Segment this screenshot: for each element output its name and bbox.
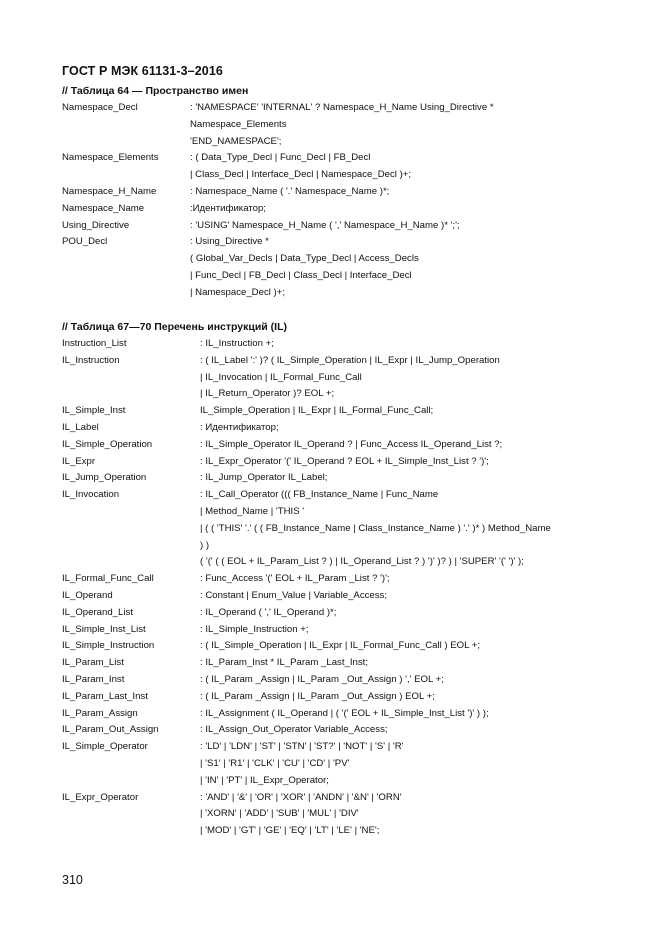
rule-definition-line: : 'AND' | '&' | 'OR' | 'XOR' | 'ANDN' | '&N' | 'ORN' [200, 791, 402, 803]
grammar-rule [62, 218, 622, 235]
rule-definition-line: | Method_Name | 'THIS ' [200, 505, 305, 517]
rule-name: IL_Simple_Operator [62, 741, 148, 753]
rule-definition-line: : Func_Access '(' EOL + IL_Param _List ? ')'; [200, 573, 390, 585]
rule-name: IL_Param_Assign [62, 707, 138, 719]
rule-definition-line: | 'IN' | 'PT' | IL_Expr_Operator; [200, 774, 329, 786]
rule-definition-line: : Using_Directive * [190, 236, 269, 248]
rule-name: IL_Instruction [62, 354, 120, 366]
grammar-rule [62, 571, 622, 588]
grammar-rule [62, 655, 622, 672]
rule-definition-line: Namespace_Elements [190, 118, 287, 130]
grammar-rule [62, 100, 622, 150]
rule-definition-line: : IL_Assignment ( IL_Operand | ( '(' EOL + IL_Simple_Inst_List ')' ) ); [200, 707, 489, 719]
rule-name: IL_Simple_Inst [62, 405, 126, 417]
rule-name: Instruction_List [62, 338, 127, 349]
grammar-rule [62, 470, 622, 487]
rule-definition-line: ( Global_Var_Decls | Data_Type_Decl | Access_Decls [190, 253, 419, 265]
rule-definition-line: | 'XORN' | 'ADD' | 'SUB' | 'MUL' | 'DIV' [200, 808, 359, 820]
grammar-rule [62, 420, 622, 437]
rule-definition-line: : ( IL_Label ':' )? ( IL_Simple_Operation | IL_Expr | IL_Jump_Operation [200, 354, 500, 366]
grammar-rule [62, 706, 622, 723]
rule-definition-line: | Func_Decl | FB_Decl | Class_Decl | Interface_Decl [190, 269, 412, 281]
rule-definition-line: | IL_Invocation | IL_Formal_Func_Call [200, 371, 362, 383]
grammar-rule [62, 454, 622, 471]
rule-name: IL_Simple_Operation [62, 438, 153, 450]
grammar-rule [62, 487, 622, 571]
rule-name: Namespace_Decl [62, 102, 138, 113]
rule-name: POU_Decl [62, 236, 108, 248]
grammar-rule [62, 790, 622, 840]
rule-definition-line: : IL_Call_Operator ((( FB_Instance_Name | Func_Name [200, 489, 439, 501]
rule-definition-line: : IL_Jump_Operator IL_Label; [200, 472, 328, 484]
grammar-rule [62, 403, 622, 420]
rule-definition-line: :Идентификатор; [190, 202, 266, 214]
rule-name: Using_Directive [62, 219, 130, 231]
rule-name: IL_Param_List [62, 657, 124, 669]
rule-definition-line: : IL_Simple_Operator IL_Operand ? | Func_Access IL_Operand_List ?; [200, 438, 503, 450]
rule-definition-line: ) ) [200, 539, 210, 551]
rule-definition-line: | 'S1' | 'R1' | 'CLK' | 'CU' | 'CD' | 'PV' [200, 757, 350, 769]
grammar-rules [62, 336, 622, 840]
rule-name: IL_Operand [62, 589, 113, 601]
rule-name: IL_Simple_Inst_List [62, 623, 146, 635]
section-title: // Таблица 67—70 Перечень инструкций (IL) [62, 321, 287, 333]
rule-name: Namespace_Name [62, 202, 145, 214]
grammar-rule [62, 150, 622, 184]
grammar-rule [62, 588, 622, 605]
rule-definition-line: : IL_Assign_Out_Operator Variable_Access; [200, 724, 388, 736]
rule-definition-line: ( '(' ( ( EOL + IL_Param_List ? ) | IL_Operand_List ? ) ')' )? ) | 'SUPER' '(' ')' ); [200, 556, 524, 568]
section-namespaces [62, 83, 622, 302]
page-number: 310 [62, 873, 83, 887]
rule-name: IL_Expr [62, 455, 96, 467]
rule-name: IL_Simple_Instruction [62, 640, 155, 652]
section-title: // Таблица 64 — Пространство имен [62, 85, 249, 97]
rule-name: IL_Formal_Func_Call [62, 573, 154, 585]
rule-name: IL_Label [62, 421, 99, 433]
grammar-rule [62, 672, 622, 689]
rule-definition-line: IL_Simple_Operation | IL_Expr | IL_Formal_Func_Call; [200, 405, 434, 417]
rule-definition-line: : ( Data_Type_Decl | Func_Decl | FB_Decl [190, 152, 371, 164]
rule-definition-line: : IL_Param_Inst * IL_Param _Last_Inst; [200, 657, 368, 669]
grammar-rule [62, 605, 622, 622]
rule-name: Namespace_Elements [62, 152, 159, 164]
grammar-rule [62, 437, 622, 454]
rule-name: IL_Jump_Operation [62, 472, 147, 484]
rule-name: IL_Invocation [62, 489, 120, 501]
section-instruction-list [62, 319, 622, 840]
grammar-rule [62, 622, 622, 639]
rule-definition-line: 'END_NAMESPACE'; [190, 135, 282, 147]
rule-definition-line: : 'LD' | 'LDN' | 'ST' | 'STN' | 'ST?' | 'NOT' | 'S' | 'R' [200, 741, 404, 753]
grammar-rule [62, 689, 622, 706]
rule-definition-line: | 'MOD' | 'GT' | 'GE' | 'EQ' | 'LT' | 'LE' | 'NE'; [200, 825, 380, 837]
rule-definition-line: : Идентификатор; [200, 421, 279, 433]
rule-name: Namespace_H_Name [62, 185, 157, 197]
rule-definition-line: : ( IL_Param _Assign | IL_Param _Out_Assign ) ',' EOL +; [200, 673, 444, 685]
grammar-rule [62, 638, 622, 655]
grammar-rule [62, 201, 622, 218]
rule-definition-line: : Namespace_Name ( '.' Namespace_Name )*; [190, 185, 390, 197]
rule-definition-line: | Namespace_Decl )+; [190, 286, 286, 298]
rule-definition-line: | Class_Decl | Interface_Decl | Namespace_Decl )+; [190, 169, 412, 181]
grammar-rule [62, 336, 622, 353]
document-header: ГОСТ Р МЭК 61131-3–2016 [62, 64, 223, 78]
rule-definition-line: : IL_Instruction +; [200, 338, 274, 349]
rule-name: IL_Param_Last_Inst [62, 690, 148, 702]
grammar-rules [62, 100, 622, 302]
rule-definition-line: : IL_Operand ( ',' IL_Operand )*; [200, 606, 337, 618]
rule-definition-line: : IL_Expr_Operator '(' IL_Operand ? EOL + IL_Simple_Inst_List ? ')'; [200, 455, 489, 467]
rule-definition-line: : ( IL_Param _Assign | IL_Param _Out_Assign ) EOL +; [200, 690, 435, 702]
rule-definition-line: : ( IL_Simple_Operation | IL_Expr | IL_Formal_Func_Call ) EOL +; [200, 640, 481, 652]
rule-name: IL_Param_Inst [62, 673, 125, 685]
rule-definition-line: : 'NAMESPACE' 'INTERNAL' ? Namespace_H_Name Using_Directive * [190, 102, 494, 113]
rule-name: IL_Operand_List [62, 606, 133, 618]
grammar-rule [62, 184, 622, 201]
grammar-rule [62, 234, 622, 301]
rule-definition-line: : Constant | Enum_Value | Variable_Access; [200, 589, 388, 601]
rule-definition-line: | ( ( 'THIS' '.' ( ( FB_Instance_Name | Class_Instance_Name ) '.' )* ) Method_Name [200, 522, 551, 534]
rule-definition-line: : IL_Simple_Instruction +; [200, 623, 309, 635]
grammar-rule [62, 722, 622, 739]
rule-name: IL_Param_Out_Assign [62, 724, 159, 736]
grammar-rule [62, 353, 622, 403]
rule-definition-line: : 'USING' Namespace_H_Name ( ',' Namespace_H_Name )* ';'; [190, 219, 460, 231]
grammar-rule [62, 739, 622, 789]
rule-definition-line: | IL_Return_Operator )? EOL +; [200, 388, 335, 400]
rule-name: IL_Expr_Operator [62, 791, 139, 803]
